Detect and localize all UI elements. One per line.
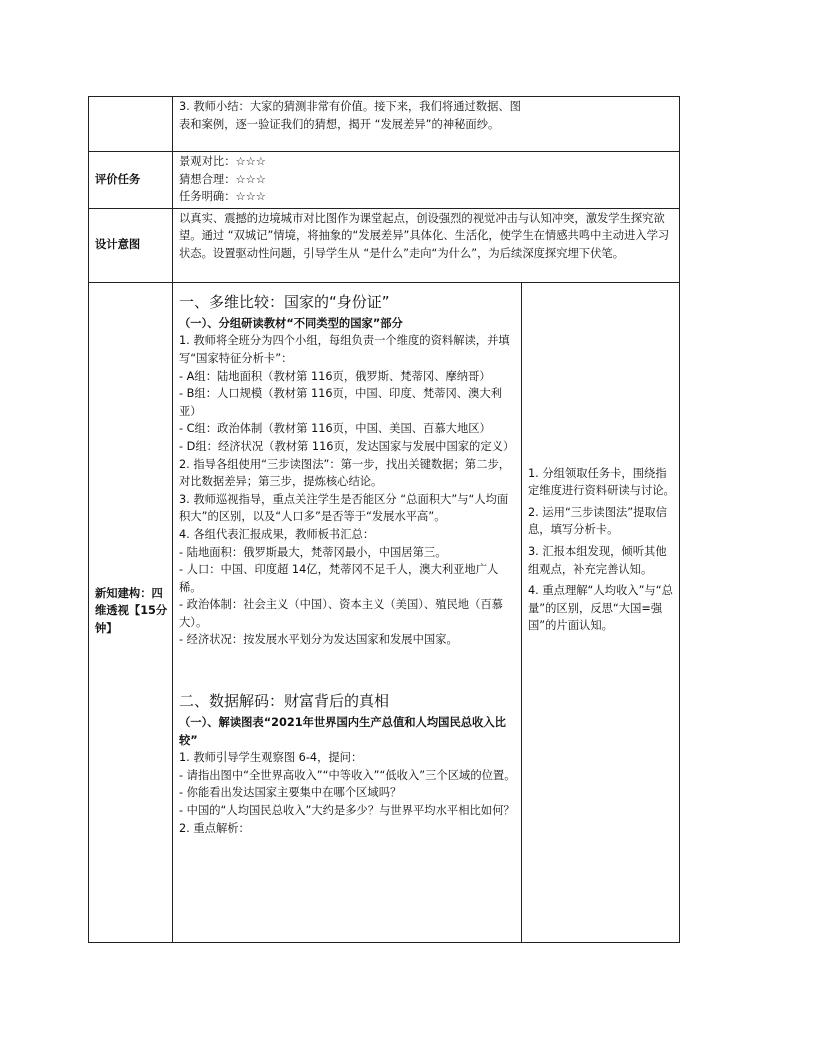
summary-cell — [173, 97, 680, 152]
section-one-line: 1. 教师将全班分为四个小组，每组负责一个维度的资料解读，并填写“国家特征分析卡”： — [179, 334, 510, 365]
student-activity-line: 1. 分组领取任务卡，围绕指定维度进行资料研读与讨论。 — [527, 466, 675, 498]
design-intent-label: 设计意图 — [89, 208, 173, 282]
evaluation-row — [89, 152, 680, 209]
student-activity-cell — [521, 282, 679, 942]
section-one-title: 一、多维比较：国家的“身份证” — [179, 292, 390, 311]
section-one-line: - 经济状况：按发展水平划分为发达国家和发展中国家。 — [179, 633, 458, 647]
design-intent-cell — [173, 208, 680, 282]
section-two-line: - 请指出图中“全世界高收入”“中等收入”“低收入”三个区域的位置。 — [179, 768, 516, 782]
section-two-subtitle: （一）、解读图表“2021年世界国内生产总值和人均国民总收入比较” — [179, 716, 506, 747]
section-one-line: 3. 教师巡视指导，重点关注学生是否能区分 “总面积大”与“人均面积大”的区别，以及“人口多”是否等于“发展水平高”。 — [179, 492, 509, 524]
teacher-activity-cell — [173, 282, 522, 942]
section-two-line: - 中国的“人均国民总收入”大约是多少？与世界平均水平相比如何？ — [179, 804, 515, 818]
section-two-title: 二、数据解码：财富背后的真相 — [179, 692, 390, 711]
design-intent-text: 以真实、震撼的边境城市对比图作为课堂起点，创设强烈的视觉冲击与认知冲突，激发学生探究欲望。通过 “双城记”情境，将抽象的“发展差异”具体化、生活化，使学生在情感共鸣中主动进入学习状态。设置驱动性问题，引导学生从 “是什么”走向“为什么”，为后续深度探究埋下伏笔。 — [179, 211, 670, 260]
section-one-line: - 政治体制：社会主义（中国）、资本主义（美国）、殖民地（百慕大）。 — [179, 598, 503, 629]
evaluation-label: 评价任务 — [89, 152, 173, 209]
section-one-line: - 陆地面积：俄罗斯最大，梵蒂冈最小，中国居第三。 — [179, 545, 447, 559]
evaluation-cell — [173, 152, 680, 209]
summary-row — [89, 97, 680, 152]
section-two-line: 1. 教师引导学生观察图 6-4，提问： — [179, 751, 363, 765]
section-one-line: - 人口：中国、印度超 14亿，梵蒂冈不足千人，澳大利亚地广人稀。 — [179, 563, 499, 594]
knowledge-construction-label: 新知建构：四维透视【15分钟】 — [89, 282, 173, 942]
student-activity-line: 4. 重点理解“人均收入”与“总量”的区别，反思“大国=强国”的片面认知。 — [527, 584, 673, 633]
evaluation-line: 猜想合理：☆☆☆ — [179, 172, 266, 186]
evaluation-line: 任务明确：☆☆☆ — [179, 190, 266, 204]
section-one-line: - B组：人口规模（教材第 116页，中国、印度、梵蒂冈、澳大利亚） — [179, 387, 502, 418]
lesson-plan-table — [88, 96, 680, 943]
evaluation-line: 景观对比：☆☆☆ — [179, 155, 266, 168]
student-activity-line: 3. 汇报本组发现，倾听其他组观点，补充完善认知。 — [527, 544, 667, 576]
section-two-line: - 你能看出发达国家主要集中在哪个区域吗？ — [179, 786, 402, 800]
summary-label-cell — [89, 97, 173, 152]
student-activity-line: 2. 运用“三步读图法”提取信息，填写分析卡。 — [527, 505, 668, 537]
section-one-line: 2. 指导各组使用“三步读图法”：第一步，找出关键数据；第二步，对比数据差异；第三步，提炼核心结论。 — [179, 457, 511, 489]
section-two-line: 2. 重点解析： — [179, 821, 250, 835]
section-one-line: - D组：经济状况（教材第 116页，发达国家与发展中国家的定义） — [179, 439, 515, 453]
design-intent-row — [89, 208, 680, 282]
section-one-line: - A组：陆地面积（教材第 116页，俄罗斯、梵蒂冈、摩纳哥） — [179, 369, 491, 383]
section-one-subtitle: （一）、分组研读教材“不同类型的国家”部分 — [179, 316, 403, 330]
summary-text: 3. 教师小结：大家的猜测非常有价值。接下来，我们将通过数据、图表和案例，逐一验证我们的猜想，揭开 “发展差异”的神秘面纱。 — [179, 100, 521, 131]
section-one-line: 4. 各组代表汇报成果，教师板书汇总： — [179, 527, 375, 541]
section-one-line: - C组：政治体制（教材第 116页，中国、美国、百慕大地区） — [179, 422, 491, 436]
knowledge-construction-row — [89, 282, 680, 942]
